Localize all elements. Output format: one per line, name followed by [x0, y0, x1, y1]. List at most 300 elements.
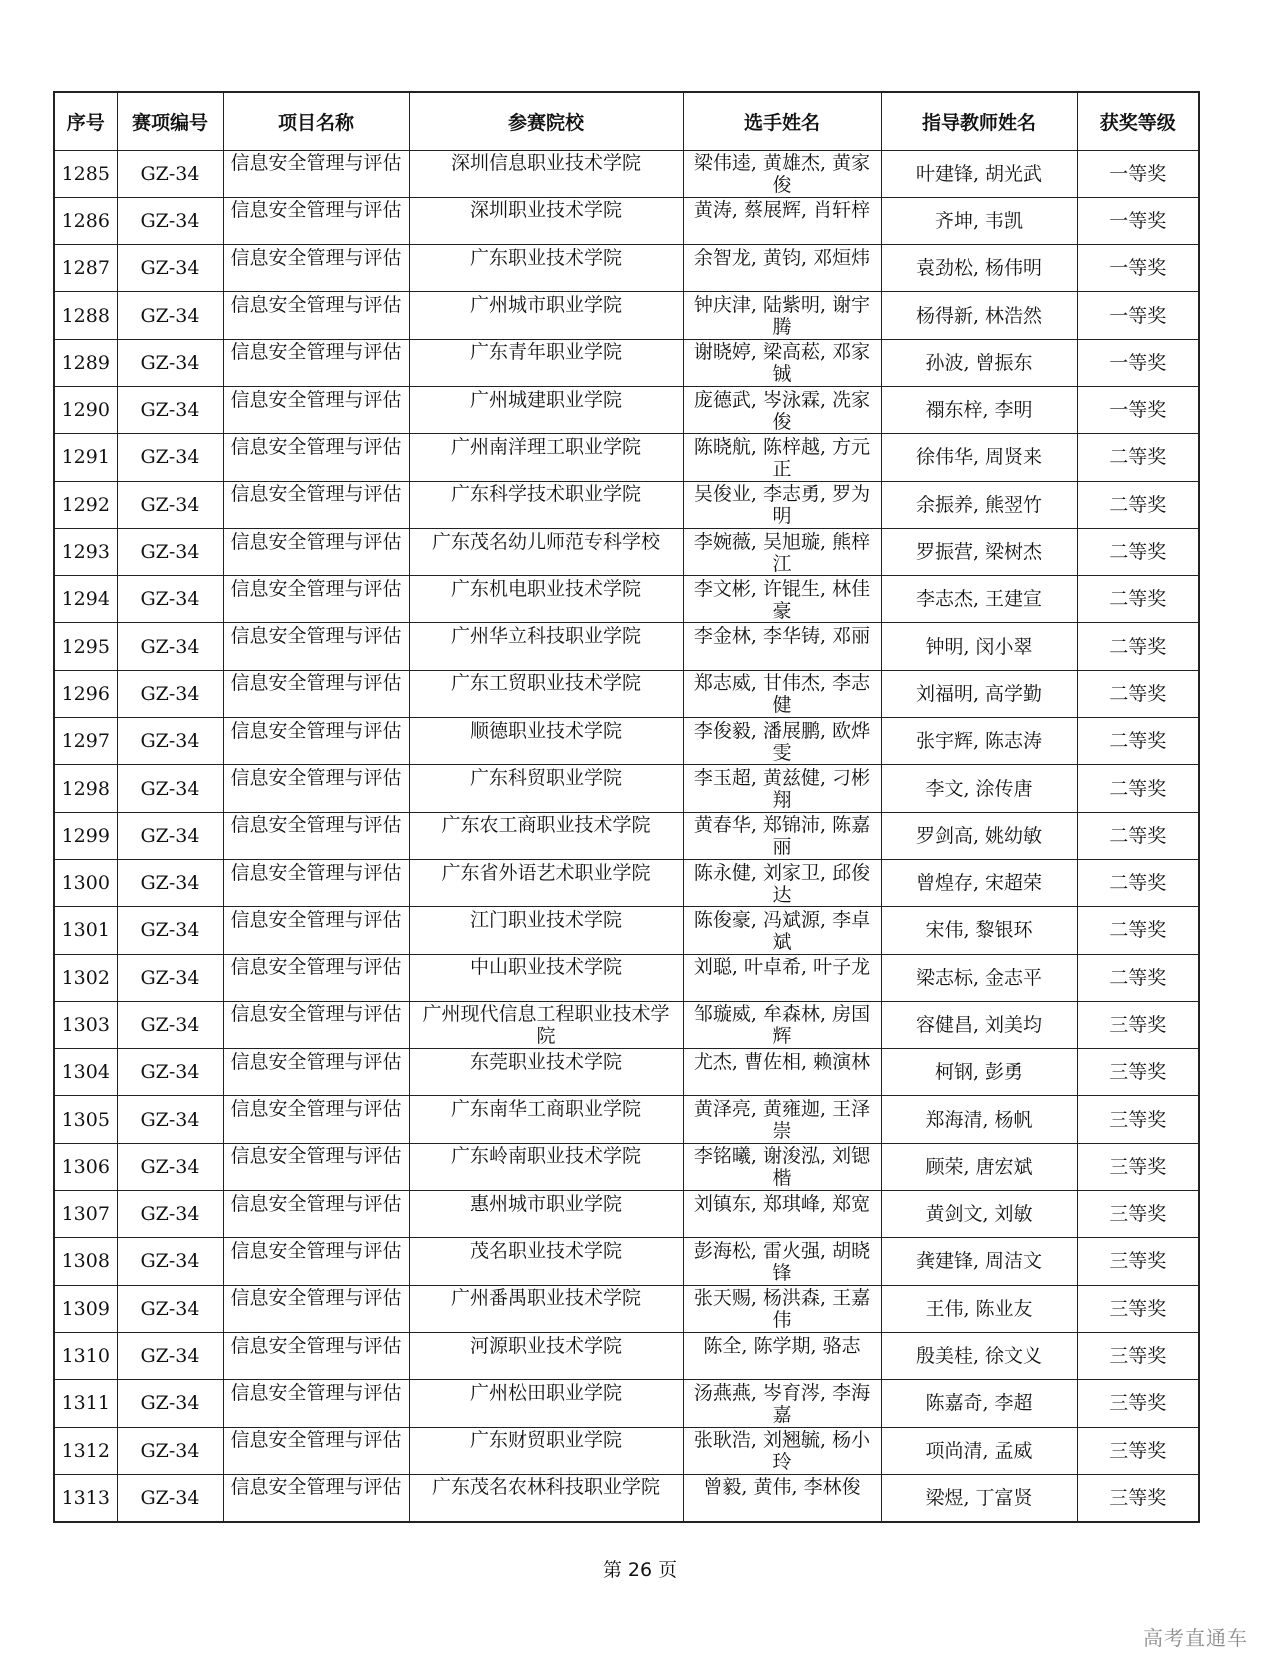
cell-award-level-text: 二等奖 [1109, 919, 1167, 942]
cell-contestants-text: 黄春华, 郑锦沛, 陈嘉丽 [693, 814, 871, 859]
cell-instructors [881, 197, 1077, 244]
cell-school [409, 954, 683, 1001]
cell-index-text: 1288 [61, 304, 110, 327]
cell-project-name-text: 信息安全管理与评估 [230, 577, 402, 600]
cell-instructors [881, 1474, 1077, 1521]
cell-project-name [223, 481, 409, 528]
cell-index [54, 1049, 117, 1096]
table-row [54, 812, 1199, 859]
cell-school-text: 江门职业技术学院 [469, 908, 622, 931]
cell-school-text: 广东科贸职业学院 [469, 767, 622, 789]
table-header-row [54, 92, 1199, 150]
cell-index-text: 1305 [61, 1108, 110, 1131]
cell-school-text: 深圳职业技术学院 [469, 199, 622, 222]
cell-contestants [683, 859, 881, 906]
cell-contestants [683, 1380, 881, 1427]
cell-school [409, 1049, 683, 1096]
cell-award-level [1077, 1332, 1199, 1379]
cell-instructors [881, 1191, 1077, 1238]
cell-project-name [223, 623, 409, 670]
cell-contestants-text: 庞德武, 岑泳霖, 冼家俊 [693, 388, 871, 433]
table-row [54, 386, 1199, 433]
cell-index [54, 954, 117, 1001]
cell-instructors [881, 859, 1077, 906]
cell-event-code [117, 1474, 223, 1521]
cell-award-level [1077, 245, 1199, 292]
cell-project-name-text: 信息安全管理与评估 [230, 861, 402, 884]
cell-index-text: 1286 [61, 209, 110, 232]
cell-project-name-text: 信息安全管理与评估 [230, 1381, 402, 1404]
cell-contestants [683, 1049, 881, 1096]
cell-school-text: 广州城市职业学院 [469, 294, 622, 317]
cell-index [54, 339, 117, 386]
cell-school-text: 广东机电职业技术学院 [450, 577, 641, 600]
table-row [54, 150, 1199, 197]
cell-instructors-text: 余振养, 熊翌竹 [915, 493, 1043, 516]
cell-contestants-text: 彭海松, 雷火强, 胡晓锋 [693, 1239, 871, 1284]
cell-contestants-text: 曾毅, 黄伟, 李林俊 [703, 1476, 861, 1499]
cell-event-code-text: GZ-34 [140, 730, 200, 753]
cell-school-text: 深圳信息职业技术学院 [450, 152, 641, 175]
header-instructors: 指导教师姓名 [881, 92, 1077, 150]
cell-event-code-text: GZ-34 [140, 541, 200, 564]
cell-school-text: 广东南华工商职业学院 [450, 1098, 641, 1121]
cell-instructors [881, 292, 1077, 339]
cell-index [54, 1191, 117, 1238]
cell-school [409, 292, 683, 339]
table-row [54, 1238, 1199, 1285]
header-contestants: 选手姓名 [683, 92, 881, 150]
cell-contestants-text: 李铭曦, 谢浚泓, 刘锶楷 [693, 1145, 871, 1190]
cell-event-code-text: GZ-34 [140, 1392, 200, 1415]
cell-instructors-text: 宋伟, 黎银环 [925, 919, 1033, 942]
cell-award-level-text: 二等奖 [1109, 872, 1167, 895]
cell-instructors-text: 梁志标, 金志平 [915, 966, 1043, 989]
cell-instructors-text: 柯钢, 彭勇 [934, 1061, 1024, 1084]
cell-contestants [683, 339, 881, 386]
cell-instructors [881, 528, 1077, 575]
cell-instructors-text: 杨得新, 林浩然 [915, 304, 1043, 327]
cell-contestants [683, 292, 881, 339]
cell-contestants [683, 576, 881, 623]
cell-instructors [881, 765, 1077, 812]
cell-event-code-text: GZ-34 [140, 1108, 200, 1131]
cell-instructors [881, 434, 1077, 481]
table-row [54, 1143, 1199, 1190]
table-row [54, 434, 1199, 481]
cell-contestants-text: 尤杰, 曹佐相, 赖演林 [693, 1050, 871, 1073]
cell-contestants-text: 谢晓婷, 梁高菘, 邓家铖 [693, 341, 871, 386]
cell-award-level [1077, 1049, 1199, 1096]
cell-award-level [1077, 765, 1199, 812]
header-award-level: 获奖等级 [1077, 92, 1199, 150]
table-row [54, 1285, 1199, 1332]
cell-instructors [881, 954, 1077, 1001]
cell-project-name-text: 信息安全管理与评估 [230, 1287, 402, 1310]
table-row [54, 1191, 1199, 1238]
cell-event-code-text: GZ-34 [140, 1155, 200, 1178]
page-number: 第 26 页 [602, 1559, 678, 1581]
cell-school-text: 广东财贸职业学院 [469, 1429, 622, 1452]
cell-event-code [117, 1001, 223, 1048]
cell-project-name [223, 150, 409, 197]
cell-index-text: 1302 [61, 966, 110, 989]
cell-event-code-text: GZ-34 [140, 777, 200, 800]
cell-contestants [683, 1332, 881, 1379]
table-row [54, 1380, 1199, 1427]
cell-event-code-text: GZ-34 [140, 872, 200, 895]
cell-contestants [683, 1427, 881, 1474]
cell-school [409, 1238, 683, 1285]
cell-index-text: 1291 [61, 446, 110, 469]
cell-school [409, 150, 683, 197]
cell-index [54, 150, 117, 197]
cell-index [54, 1380, 117, 1427]
cell-project-name [223, 907, 409, 954]
cell-event-code [117, 859, 223, 906]
cell-project-name-text: 信息安全管理与评估 [230, 814, 402, 837]
cell-school [409, 576, 683, 623]
cell-contestants [683, 245, 881, 292]
cell-instructors-text: 容健昌, 刘美均 [915, 1013, 1043, 1036]
cell-index-text: 1303 [61, 1013, 110, 1036]
cell-instructors-text: 张宇辉, 陈志涛 [915, 730, 1043, 753]
cell-index-text: 1293 [61, 541, 110, 564]
cell-index [54, 812, 117, 859]
cell-award-level [1077, 1380, 1199, 1427]
cell-event-code-text: GZ-34 [140, 1061, 200, 1084]
table-row [54, 481, 1199, 528]
cell-school-text: 广州华立科技职业学院 [450, 625, 641, 648]
cell-index [54, 1143, 117, 1190]
cell-instructors-text: 孙波, 曾振东 [925, 351, 1033, 374]
cell-project-name-text: 信息安全管理与评估 [230, 1334, 402, 1357]
cell-award-level [1077, 1285, 1199, 1332]
table-row [54, 670, 1199, 717]
cell-award-level-text: 三等奖 [1109, 1345, 1167, 1368]
cell-instructors [881, 1380, 1077, 1427]
cell-project-name [223, 386, 409, 433]
cell-project-name-text: 信息安全管理与评估 [230, 908, 402, 931]
cell-event-code [117, 1285, 223, 1332]
table-row [54, 1474, 1199, 1521]
table-row [54, 859, 1199, 906]
table-row [54, 1001, 1199, 1048]
cell-award-level [1077, 1474, 1199, 1521]
cell-school-text: 中山职业技术学院 [469, 956, 622, 979]
cell-contestants [683, 765, 881, 812]
cell-index [54, 576, 117, 623]
cell-award-level-text: 一等奖 [1109, 257, 1167, 280]
cell-index [54, 292, 117, 339]
cell-project-name [223, 954, 409, 1001]
cell-contestants-text: 刘聪, 叶卓希, 叶子龙 [693, 956, 871, 979]
cell-event-code [117, 670, 223, 717]
cell-event-code-text: GZ-34 [140, 635, 200, 658]
cell-award-level-text: 三等奖 [1109, 1392, 1167, 1415]
cell-school [409, 812, 683, 859]
cell-index-text: 1306 [61, 1155, 110, 1178]
cell-index [54, 1332, 117, 1379]
cell-event-code [117, 907, 223, 954]
cell-award-level [1077, 386, 1199, 433]
cell-event-code-text: GZ-34 [140, 1013, 200, 1036]
cell-index-text: 1292 [61, 493, 110, 516]
cell-school [409, 718, 683, 765]
cell-project-name [223, 339, 409, 386]
cell-project-name [223, 670, 409, 717]
cell-event-code [117, 1143, 223, 1190]
cell-project-name [223, 434, 409, 481]
cell-project-name-text: 信息安全管理与评估 [230, 1050, 402, 1073]
cell-instructors-text: 郑海清, 杨帆 [925, 1108, 1033, 1131]
cell-award-level [1077, 150, 1199, 197]
cell-instructors [881, 1238, 1077, 1285]
cell-instructors [881, 1001, 1077, 1048]
cell-contestants-text: 黄泽亮, 黄雍迦, 王泽崇 [693, 1098, 871, 1143]
cell-school-text: 惠州城市职业学院 [469, 1192, 622, 1215]
cell-index [54, 859, 117, 906]
cell-project-name [223, 1049, 409, 1096]
cell-contestants-text: 陈晓航, 陈梓越, 方元正 [693, 435, 871, 480]
cell-project-name-text: 信息安全管理与评估 [230, 530, 402, 553]
cell-index-text: 1311 [61, 1392, 110, 1415]
cell-award-level [1077, 954, 1199, 1001]
cell-index-text: 1312 [61, 1439, 110, 1462]
cell-project-name-text: 信息安全管理与评估 [230, 956, 402, 979]
cell-school-text: 广东农工商职业技术学院 [441, 814, 651, 837]
cell-school [409, 528, 683, 575]
cell-index-text: 1296 [61, 682, 110, 705]
cell-school [409, 670, 683, 717]
cell-contestants-text: 汤燕燕, 岑育涔, 李海嘉 [693, 1381, 871, 1426]
table-row [54, 1096, 1199, 1143]
cell-contestants-text: 李文彬, 许锟生, 林佳豪 [693, 577, 871, 622]
cell-school [409, 1143, 683, 1190]
cell-event-code [117, 812, 223, 859]
cell-index-text: 1313 [61, 1486, 110, 1509]
cell-contestants-text: 钟庆津, 陆紫明, 谢宇腾 [693, 294, 871, 339]
cell-event-code [117, 576, 223, 623]
cell-index [54, 1001, 117, 1048]
cell-project-name-text: 信息安全管理与评估 [230, 1003, 402, 1026]
cell-instructors-text: 罗剑高, 姚幼敏 [915, 824, 1043, 847]
cell-contestants [683, 1096, 881, 1143]
cell-index [54, 1474, 117, 1521]
cell-award-level-text: 一等奖 [1109, 351, 1167, 374]
cell-instructors [881, 576, 1077, 623]
cell-instructors-text: 李志杰, 王建宣 [915, 588, 1043, 611]
cell-contestants-text: 张天赐, 杨洪森, 王嘉伟 [693, 1287, 871, 1332]
cell-event-code [117, 1049, 223, 1096]
cell-school-text: 广州松田职业学院 [469, 1381, 622, 1404]
cell-contestants [683, 150, 881, 197]
cell-event-code-text: GZ-34 [140, 588, 200, 611]
cell-instructors [881, 623, 1077, 670]
cell-instructors-text: 顾荣, 唐宏斌 [925, 1155, 1033, 1178]
cell-project-name [223, 1427, 409, 1474]
cell-event-code [117, 1238, 223, 1285]
table-row [54, 907, 1199, 954]
cell-event-code [117, 954, 223, 1001]
cell-contestants-text: 刘镇东, 郑琪峰, 郑宽 [693, 1192, 871, 1215]
cell-instructors-text: 陈嘉奇, 李超 [925, 1392, 1033, 1415]
cell-school [409, 386, 683, 433]
cell-index [54, 1427, 117, 1474]
cell-school-text: 茂名职业技术学院 [469, 1239, 622, 1262]
cell-award-level [1077, 292, 1199, 339]
cell-event-code-text: GZ-34 [140, 446, 200, 469]
cell-event-code-text: GZ-34 [140, 1439, 200, 1462]
cell-instructors-text: 刘福明, 高学勤 [915, 682, 1043, 705]
cell-event-code [117, 481, 223, 528]
header-project-name: 项目名称 [223, 92, 409, 150]
cell-instructors-text: 殷美桂, 徐文义 [915, 1345, 1043, 1368]
cell-contestants-text: 张耿浩, 刘翘毓, 杨小玲 [693, 1429, 871, 1474]
cell-event-code-text: GZ-34 [140, 399, 200, 422]
cell-event-code-text: GZ-34 [140, 304, 200, 327]
cell-award-level-text: 三等奖 [1109, 1203, 1167, 1226]
cell-index [54, 907, 117, 954]
cell-index [54, 718, 117, 765]
cell-event-code-text: GZ-34 [140, 1345, 200, 1368]
cell-index [54, 765, 117, 812]
cell-event-code [117, 339, 223, 386]
cell-index-text: 1308 [61, 1250, 110, 1273]
cell-award-level-text: 三等奖 [1109, 1108, 1167, 1131]
cell-award-level [1077, 812, 1199, 859]
cell-event-code-text: GZ-34 [140, 919, 200, 942]
cell-event-code-text: GZ-34 [140, 1486, 200, 1509]
cell-school-text: 广州番禺职业技术学院 [450, 1287, 641, 1310]
cell-school-text: 广东茂名农林科技职业学院 [431, 1476, 660, 1499]
cell-project-name [223, 718, 409, 765]
cell-school [409, 907, 683, 954]
cell-project-name [223, 245, 409, 292]
cell-index-text: 1285 [61, 162, 110, 185]
cell-event-code-text: GZ-34 [140, 209, 200, 232]
cell-school-text: 河源职业技术学院 [469, 1334, 622, 1357]
cell-instructors [881, 1332, 1077, 1379]
cell-project-name [223, 1238, 409, 1285]
cell-project-name-text: 信息安全管理与评估 [230, 1145, 402, 1168]
cell-project-name [223, 1143, 409, 1190]
cell-index-text: 1290 [61, 399, 110, 422]
cell-project-name [223, 1285, 409, 1332]
cell-index-text: 1298 [61, 777, 110, 800]
cell-contestants-text: 邹璇威, 牟森林, 房国辉 [693, 1003, 871, 1048]
cell-project-name-text: 信息安全管理与评估 [230, 483, 402, 506]
cell-instructors-text: 齐坤, 韦凯 [934, 209, 1024, 232]
cell-instructors [881, 907, 1077, 954]
cell-index-text: 1304 [61, 1061, 110, 1084]
cell-school [409, 1427, 683, 1474]
cell-award-level [1077, 339, 1199, 386]
cell-award-level-text: 二等奖 [1109, 777, 1167, 800]
cell-event-code [117, 292, 223, 339]
cell-index [54, 245, 117, 292]
cell-event-code [117, 386, 223, 433]
cell-index [54, 386, 117, 433]
cell-school [409, 245, 683, 292]
watermark-logo: 高考直通车 [1143, 1626, 1248, 1650]
cell-school [409, 1380, 683, 1427]
cell-index-text: 1295 [61, 635, 110, 658]
cell-contestants-text: 吴俊业, 李志勇, 罗为明 [693, 483, 871, 528]
cell-index-text: 1300 [61, 872, 110, 895]
cell-contestants-text: 陈全, 陈学期, 骆志 [703, 1334, 861, 1357]
cell-instructors [881, 718, 1077, 765]
table-row [54, 339, 1199, 386]
cell-instructors [881, 1427, 1077, 1474]
cell-event-code-text: GZ-34 [140, 351, 200, 374]
cell-school [409, 481, 683, 528]
table-row [54, 1049, 1199, 1096]
cell-index-text: 1299 [61, 824, 110, 847]
cell-project-name-text: 信息安全管理与评估 [230, 388, 402, 411]
cell-index [54, 481, 117, 528]
cell-award-level-text: 二等奖 [1109, 541, 1167, 564]
cell-event-code [117, 623, 223, 670]
cell-school-text: 广东青年职业学院 [469, 341, 622, 364]
cell-project-name [223, 1096, 409, 1143]
cell-event-code [117, 1427, 223, 1474]
table-row [54, 954, 1199, 1001]
cell-event-code [117, 718, 223, 765]
cell-award-level-text: 二等奖 [1109, 446, 1167, 469]
cell-award-level [1077, 1096, 1199, 1143]
table-row [54, 528, 1199, 575]
cell-event-code [117, 1096, 223, 1143]
cell-school [409, 623, 683, 670]
header-school: 参赛院校 [409, 92, 683, 150]
cell-project-name [223, 197, 409, 244]
cell-contestants-text: 梁伟逵, 黄雄杰, 黄家俊 [693, 152, 871, 197]
cell-contestants-text: 黄涛, 蔡展辉, 肖轩梓 [693, 199, 871, 222]
cell-project-name-text: 信息安全管理与评估 [230, 152, 402, 175]
cell-project-name [223, 292, 409, 339]
cell-award-level-text: 一等奖 [1109, 209, 1167, 232]
cell-instructors-text: 禤东梓, 李明 [925, 399, 1033, 422]
table-row [54, 292, 1199, 339]
cell-contestants [683, 1191, 881, 1238]
cell-award-level-text: 三等奖 [1109, 1439, 1167, 1462]
cell-award-level-text: 二等奖 [1109, 824, 1167, 847]
cell-school [409, 197, 683, 244]
cell-contestants [683, 1285, 881, 1332]
cell-award-level [1077, 1191, 1199, 1238]
cell-index-text: 1297 [61, 730, 110, 753]
cell-instructors [881, 812, 1077, 859]
cell-award-level-text: 三等奖 [1109, 1250, 1167, 1273]
cell-school-text: 广东职业技术学院 [469, 246, 622, 269]
cell-contestants [683, 1474, 881, 1521]
cell-contestants [683, 718, 881, 765]
cell-instructors-text: 徐伟华, 周贤来 [915, 446, 1043, 469]
cell-school-text: 广东茂名幼儿师范专科学校 [431, 530, 660, 553]
cell-contestants-text: 李玉超, 黄兹健, 刁彬翔 [693, 767, 871, 811]
cell-school-text: 广东省外语艺术职业学院 [441, 861, 651, 884]
cell-event-code-text: GZ-34 [140, 682, 200, 705]
cell-project-name-text: 信息安全管理与评估 [230, 294, 402, 317]
cell-project-name [223, 576, 409, 623]
cell-index [54, 623, 117, 670]
cell-index-text: 1294 [61, 588, 110, 611]
cell-index [54, 1238, 117, 1285]
cell-award-level [1077, 670, 1199, 717]
table-row [54, 576, 1199, 623]
cell-award-level [1077, 481, 1199, 528]
